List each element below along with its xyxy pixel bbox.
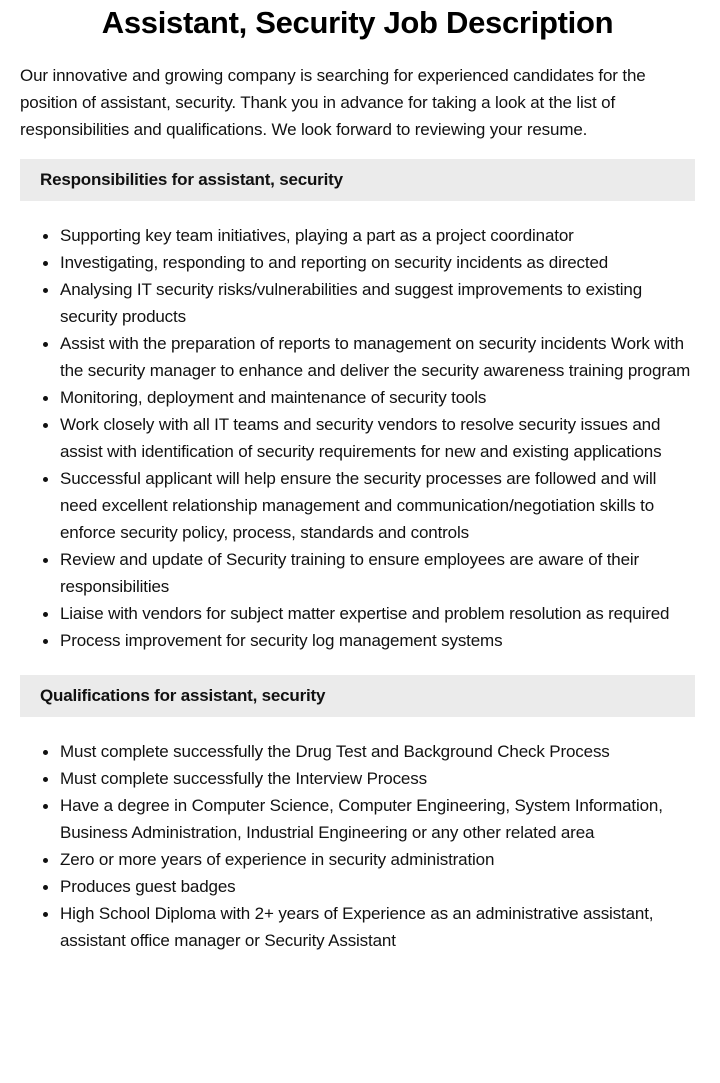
qualifications-list <box>20 738 695 954</box>
list-item: Have a degree in Computer Science, Computer Engineering, System Information, Business Administration, Industrial Engineering or any other related area <box>60 792 695 846</box>
list-item: Analysing IT security risks/vulnerabilities and suggest improvements to existing security products <box>60 276 695 330</box>
list-item: Successful applicant will help ensure the security processes are followed and will need excellent relationship management and communication/negotiation skills to enforce security policy, process, standards and controls <box>60 465 695 546</box>
responsibilities-header: Responsibilities for assistant, security <box>20 159 695 201</box>
list-item: Monitoring, deployment and maintenance of security tools <box>60 384 695 411</box>
list-item: Review and update of Security training to ensure employees are aware of their responsibilities <box>60 546 695 600</box>
responsibilities-list <box>20 222 695 654</box>
list-item: Work closely with all IT teams and security vendors to resolve security issues and assist with identification of security requirements for new and existing applications <box>60 411 695 465</box>
list-item: Supporting key team initiatives, playing a part as a project coordinator <box>60 222 695 249</box>
list-item: Must complete successfully the Drug Test and Background Check Process <box>60 738 695 765</box>
page-title: Assistant, Security Job Description <box>101 5 614 40</box>
intro-paragraph: Our innovative and growing company is searching for experienced candidates for the position of assistant, security. Thank you in advance for taking a look at the list of responsibilities and qualifications. We look forward to reviewing your resume. <box>20 66 646 139</box>
list-item: Assist with the preparation of reports to management on security incidents Work with the security manager to enhance and deliver the security awareness training program <box>60 330 695 384</box>
list-item: Produces guest badges <box>60 873 695 900</box>
list-item: Liaise with vendors for subject matter expertise and problem resolution as required <box>60 600 695 627</box>
list-item: Investigating, responding to and reporting on security incidents as directed <box>60 249 695 276</box>
list-item: Zero or more years of experience in security administration <box>60 846 695 873</box>
list-item: Must complete successfully the Interview Process <box>60 765 695 792</box>
qualifications-header: Qualifications for assistant, security <box>20 675 695 717</box>
section-spacer <box>20 654 695 659</box>
list-item: Process improvement for security log management systems <box>60 627 695 654</box>
list-item: High School Diploma with 2+ years of Experience as an administrative assistant, assistant office manager or Security Assistant <box>60 900 695 954</box>
